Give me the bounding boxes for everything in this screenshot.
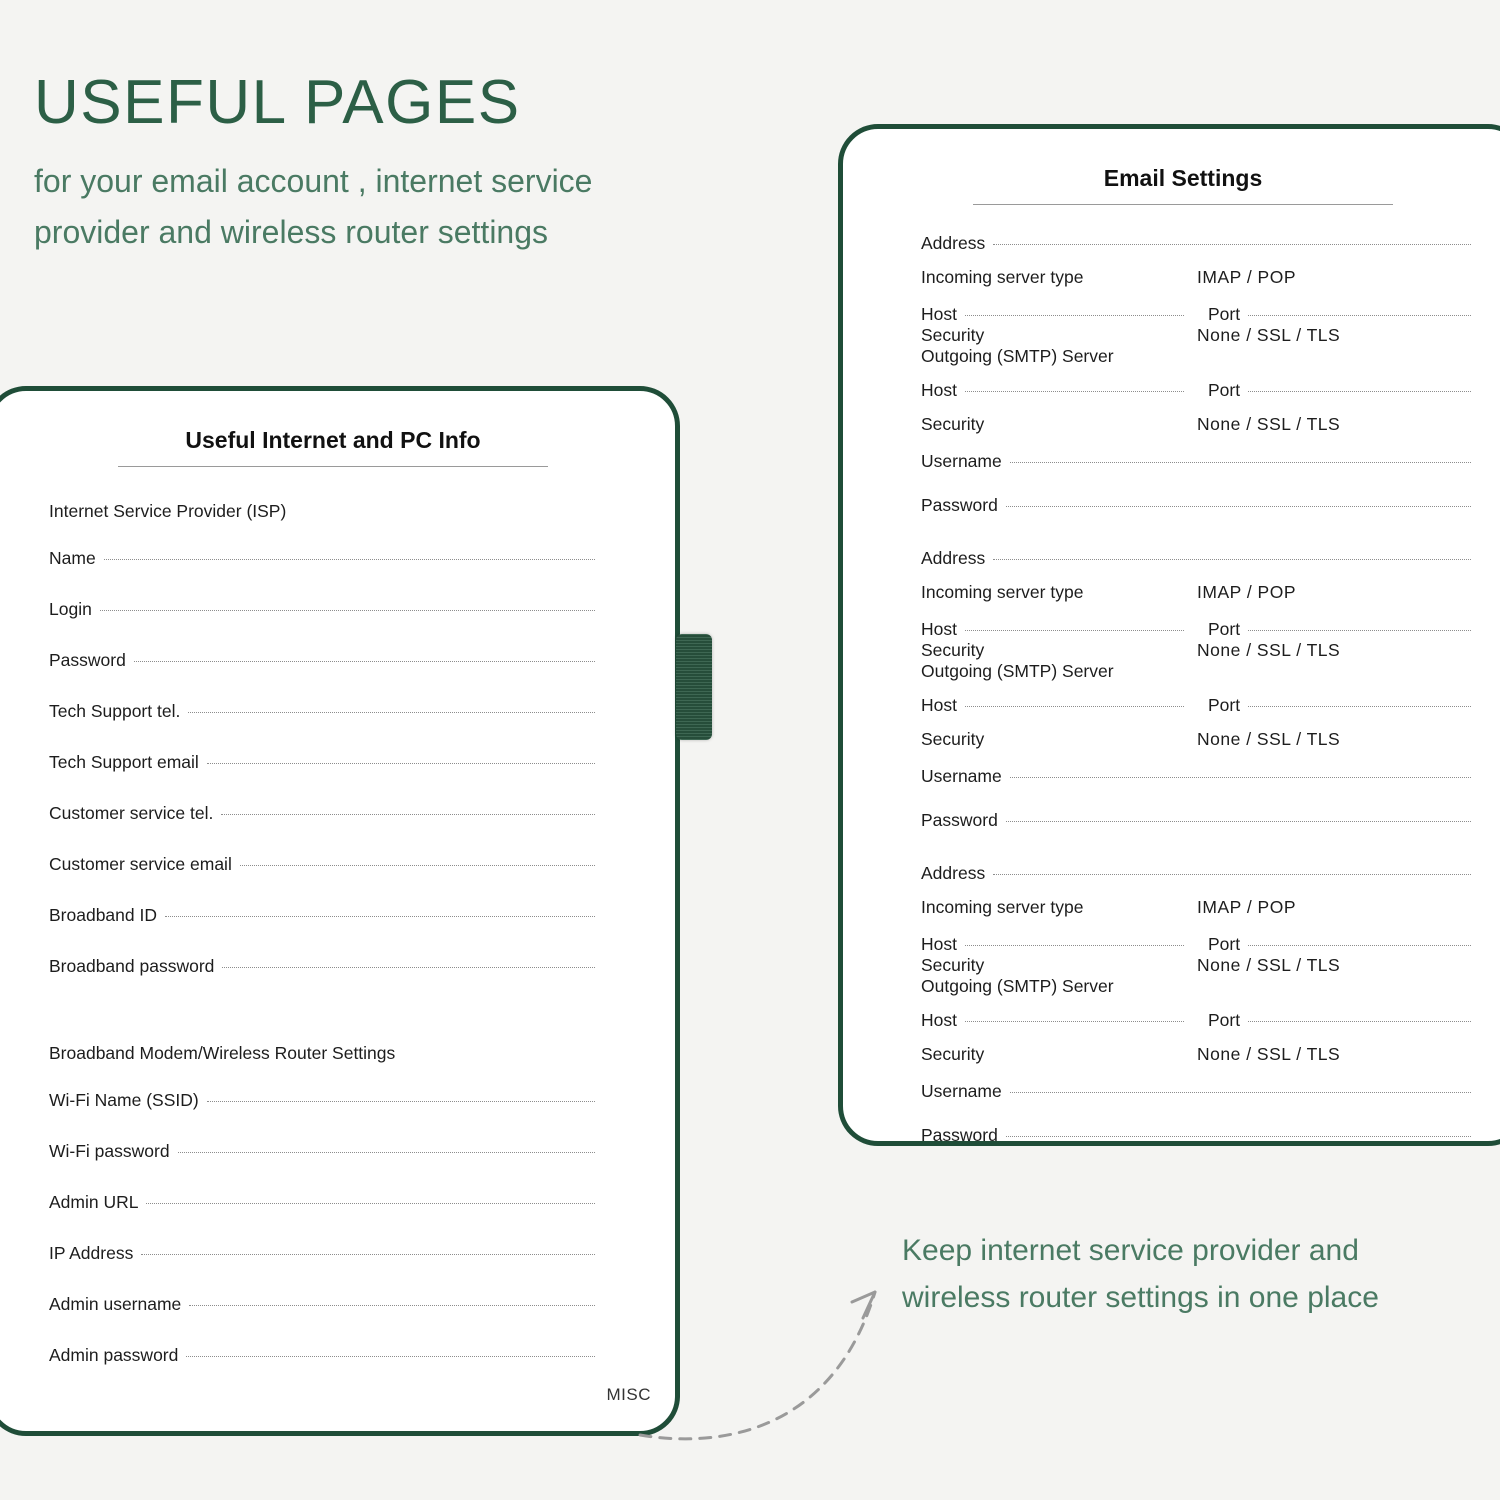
field-label: Incoming server type: [921, 897, 1084, 917]
field-row[interactable]: [921, 495, 1471, 516]
email-account-block: [921, 548, 1471, 831]
field-label: Security: [921, 729, 985, 749]
router-section-title: Broadband Modem/Wireless Router Settings: [49, 1043, 396, 1063]
field-row[interactable]: [49, 1192, 595, 1213]
right-page-body: [843, 233, 1500, 1146]
email-account-block: [921, 863, 1471, 1146]
incoming-server-type-options[interactable]: IMAP / POP: [1197, 582, 1297, 602]
security-options[interactable]: None / SSL / TLS: [1197, 640, 1341, 660]
misc-section-tab: MISC: [606, 1385, 651, 1404]
field-label: Tech Support email: [49, 752, 199, 772]
field-write-line[interactable]: [240, 865, 595, 866]
field-label: Security: [921, 1044, 985, 1064]
field-row[interactable]: [49, 599, 595, 620]
field-write-line[interactable]: [1248, 706, 1471, 707]
field-label: Security: [921, 325, 985, 345]
smtp-host-port-row[interactable]: [921, 1010, 1471, 1031]
field-label: Port: [1208, 304, 1241, 324]
field-label: Password: [921, 1125, 998, 1145]
field-write-line[interactable]: [1010, 1092, 1471, 1093]
field-label: Wi-Fi Name (SSID): [49, 1090, 199, 1110]
page-subtitle: for your email account , internet service provider and wireless router settings: [34, 163, 593, 251]
smtp-section-title: Outgoing (SMTP) Server: [921, 976, 1114, 996]
field-label: Admin password: [49, 1345, 179, 1365]
smtp-security-options[interactable]: None / SSL / TLS: [1197, 1044, 1341, 1064]
field-write-line[interactable]: [146, 1203, 595, 1204]
field-label: Host: [921, 1010, 957, 1030]
curved-arrow-icon: [620, 1240, 920, 1460]
field-write-line[interactable]: [965, 945, 1184, 946]
field-write-line[interactable]: [100, 610, 595, 611]
field-write-line[interactable]: [965, 315, 1184, 316]
field-label: Port: [1208, 619, 1241, 639]
field-write-line[interactable]: [993, 244, 1471, 245]
security-options[interactable]: None / SSL / TLS: [1197, 325, 1341, 345]
field-label: Password: [49, 650, 126, 670]
field-write-line[interactable]: [1006, 821, 1471, 822]
field-row[interactable]: [49, 650, 595, 671]
security-row[interactable]: [921, 325, 1471, 346]
incoming-server-type-row[interactable]: [921, 582, 1471, 603]
smtp-section-title: Outgoing (SMTP) Server: [921, 346, 1114, 366]
field-label: Incoming server type: [921, 267, 1084, 287]
field-label: Host: [921, 380, 957, 400]
field-row[interactable]: [921, 863, 1471, 884]
field-write-line[interactable]: [207, 1101, 595, 1102]
page-title: USEFUL PAGES: [34, 68, 521, 137]
field-write-line[interactable]: [178, 1152, 595, 1153]
incoming-server-type-row[interactable]: [921, 267, 1471, 288]
field-label: Admin username: [49, 1294, 182, 1314]
field-write-line[interactable]: [1248, 1021, 1471, 1022]
field-row[interactable]: [49, 701, 595, 722]
field-label: Port: [1208, 934, 1241, 954]
field-row[interactable]: [921, 810, 1471, 831]
field-write-line[interactable]: [104, 559, 595, 560]
security-options[interactable]: None / SSL / TLS: [1197, 955, 1341, 975]
incoming-server-type-row[interactable]: [921, 897, 1471, 918]
right-notebook-page: [838, 124, 1500, 1146]
field-write-line[interactable]: [188, 712, 595, 713]
smtp-security-row[interactable]: [921, 414, 1471, 435]
field-label: Port: [1208, 1010, 1241, 1030]
field-label: Incoming server type: [921, 582, 1084, 602]
field-label: Password: [921, 495, 998, 515]
field-label: Host: [921, 619, 957, 639]
field-row[interactable]: [49, 854, 595, 875]
field-write-line[interactable]: [965, 1021, 1184, 1022]
email-account-block: [921, 233, 1471, 516]
field-row[interactable]: [49, 1294, 595, 1315]
right-heading-divider: [973, 204, 1393, 205]
field-label: Username: [921, 1081, 1002, 1101]
field-write-line[interactable]: [189, 1305, 595, 1306]
field-write-line[interactable]: [1010, 462, 1471, 463]
smtp-security-options[interactable]: None / SSL / TLS: [1197, 414, 1341, 434]
field-label: Admin URL: [49, 1192, 139, 1212]
field-label: Wi-Fi password: [49, 1141, 170, 1161]
field-label: IP Address: [49, 1243, 134, 1263]
field-row[interactable]: [49, 956, 595, 977]
field-row[interactable]: [49, 548, 595, 569]
field-label: Address: [921, 863, 986, 883]
field-label: Address: [921, 233, 986, 253]
left-notebook-page: [0, 386, 680, 1436]
field-row[interactable]: [49, 1243, 595, 1264]
field-write-line[interactable]: [1006, 506, 1471, 507]
smtp-security-options[interactable]: None / SSL / TLS: [1197, 729, 1341, 749]
elastic-closure-band: [676, 634, 712, 740]
field-write-line[interactable]: [1248, 630, 1471, 631]
smtp-host-port-row[interactable]: [921, 380, 1471, 401]
field-row[interactable]: [921, 548, 1471, 569]
field-row[interactable]: [49, 1345, 595, 1366]
field-row[interactable]: [49, 905, 595, 926]
left-heading-divider: [118, 466, 548, 467]
field-row[interactable]: [49, 1141, 595, 1162]
field-label: Broadband ID: [49, 905, 157, 925]
field-label: Customer service tel.: [49, 803, 214, 823]
field-row[interactable]: [49, 803, 595, 824]
smtp-host-port-row[interactable]: [921, 695, 1471, 716]
field-row[interactable]: [921, 1125, 1471, 1146]
host-port-row[interactable]: [921, 934, 1471, 955]
field-write-line[interactable]: [965, 391, 1184, 392]
caption-text: Keep internet service provider and wireless router settings in one place: [902, 1234, 1379, 1314]
field-write-line[interactable]: [186, 1356, 595, 1357]
field-write-line[interactable]: [134, 661, 595, 662]
host-port-row[interactable]: [921, 304, 1471, 325]
field-row[interactable]: [921, 233, 1471, 254]
field-write-line[interactable]: [1248, 315, 1471, 316]
field-label: Customer service email: [49, 854, 232, 874]
field-label: Port: [1208, 695, 1241, 715]
security-row[interactable]: [921, 955, 1471, 976]
field-label: Username: [921, 766, 1002, 786]
field-label: Username: [921, 451, 1002, 471]
field-write-line[interactable]: [1006, 1136, 1471, 1137]
smtp-section-title: Outgoing (SMTP) Server: [921, 661, 1114, 681]
isp-section-title: Internet Service Provider (ISP): [49, 501, 287, 521]
field-label: Address: [921, 548, 986, 568]
field-write-line[interactable]: [993, 559, 1471, 560]
incoming-server-type-options[interactable]: IMAP / POP: [1197, 267, 1297, 287]
field-write-line[interactable]: [1248, 945, 1471, 946]
field-label: Security: [921, 640, 985, 660]
field-row[interactable]: [49, 1090, 595, 1111]
field-write-line[interactable]: [965, 630, 1184, 631]
right-page-heading: Email Settings: [1103, 165, 1263, 191]
field-write-line[interactable]: [207, 763, 595, 764]
field-write-line[interactable]: [1010, 777, 1471, 778]
field-label: Name: [49, 548, 96, 568]
field-row[interactable]: [921, 766, 1471, 787]
field-write-line[interactable]: [965, 706, 1184, 707]
security-row[interactable]: [921, 640, 1471, 661]
field-write-line[interactable]: [222, 967, 595, 968]
incoming-server-type-options[interactable]: IMAP / POP: [1197, 897, 1297, 917]
left-page-body: [0, 501, 675, 1366]
field-label: Broadband password: [49, 956, 215, 976]
field-row[interactable]: [49, 752, 595, 773]
headline-block: [34, 68, 734, 258]
host-port-row[interactable]: [921, 619, 1471, 640]
field-label: Host: [921, 695, 957, 715]
field-label: Security: [921, 955, 985, 975]
field-label: Login: [49, 599, 92, 619]
smtp-security-row[interactable]: [921, 729, 1471, 750]
field-label: Tech Support tel.: [49, 701, 181, 721]
field-write-line[interactable]: [165, 916, 595, 917]
field-row[interactable]: [921, 451, 1471, 472]
field-write-line[interactable]: [221, 814, 595, 815]
field-label: Host: [921, 934, 957, 954]
field-label: Security: [921, 414, 985, 434]
field-write-line[interactable]: [993, 874, 1471, 875]
field-label: Password: [921, 810, 998, 830]
field-write-line[interactable]: [141, 1254, 595, 1255]
smtp-security-row[interactable]: [921, 1044, 1471, 1065]
field-row[interactable]: [921, 1081, 1471, 1102]
left-page-heading: Useful Internet and PC Info: [185, 427, 481, 453]
field-write-line[interactable]: [1248, 391, 1471, 392]
field-label: Host: [921, 304, 957, 324]
field-label: Port: [1208, 380, 1241, 400]
